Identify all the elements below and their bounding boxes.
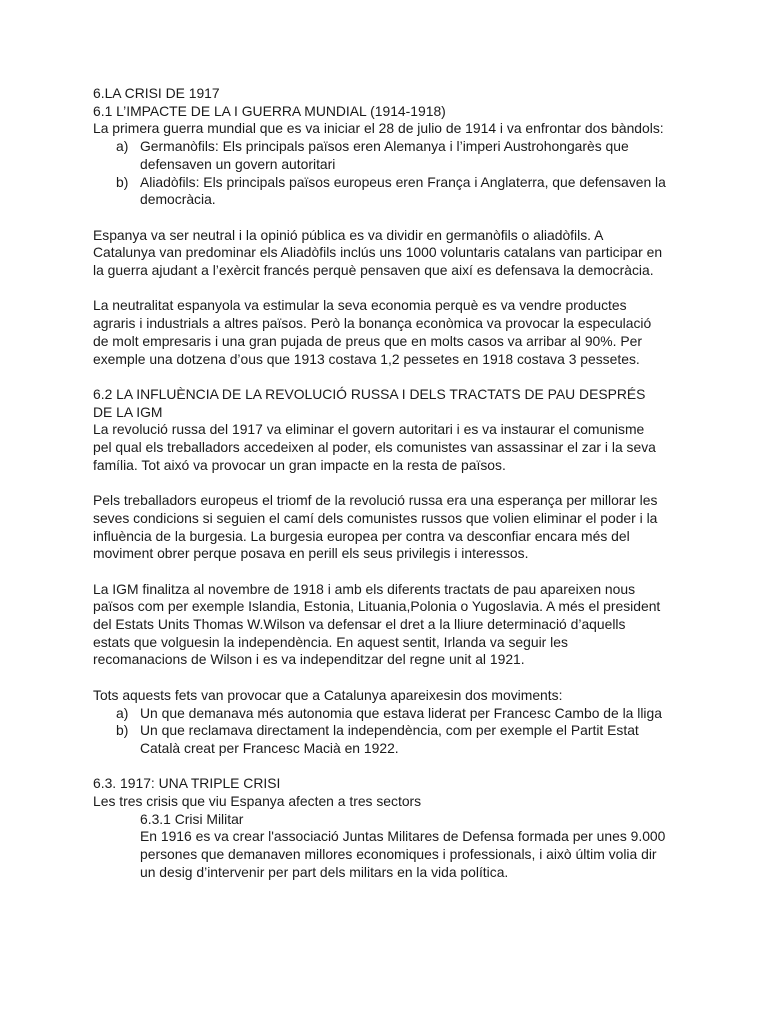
text-line: la guerra ajudant a l’exèrcit francés perquè pensaven que així es defensava la democràcia. — [93, 262, 654, 279]
list-item — [93, 138, 693, 173]
text-line: La IGM finalitza al novembre de 1918 i amb els diferents tractats de pau apareixen nous — [93, 580, 636, 597]
list-item-line: defensaven un govern autoritari — [140, 155, 336, 172]
paragraph-gap — [93, 758, 693, 776]
text-line: La revolució russa del 1917 va eliminar el govern autoritari i es va instaurar el comunisme — [93, 421, 645, 438]
list-item — [93, 705, 693, 723]
text-line: països com per exemple Islandia, Estonia, Lituania,Polonia o Yugoslavia. A més el president — [93, 598, 661, 615]
list-item-line: Català creat per Francesc Macià en 1922. — [140, 739, 399, 756]
section-heading-6-2: 6.2 LA INFLUÈNCIA DE LA REVOLUCIÓ RUSSA I DELS TRACTATS DE PAU DESPRÉS — [93, 385, 646, 402]
paragraph-gap — [93, 669, 693, 687]
text-line: persones que demanaven millores economiques i professionals, i això últim volia dir — [140, 846, 657, 863]
text-line: recomanacions de Wilson i es va independitzar del regne unit al 1921. — [93, 651, 525, 668]
section-6-1-paragraph-3 — [93, 297, 693, 368]
paragraph-gap — [93, 280, 693, 298]
list-item — [93, 722, 693, 757]
text-line: Pels treballadors europeus el triomf de la revolució russa era una esperança per millorar les — [93, 492, 658, 509]
text-line: família. Tot aixó va provocar un gran impacte en la resta de països. — [93, 456, 506, 473]
list-marker: b) — [116, 173, 129, 190]
paragraph-gap — [93, 563, 693, 581]
list-marker: b) — [116, 722, 129, 739]
list-marker: a) — [116, 138, 129, 155]
list-item-line: Aliadòfils: Els principals països europeus eren França i Anglaterra, que defensaven la — [140, 173, 666, 190]
paragraph-gap — [93, 209, 693, 227]
text-line: seves condicions si seguien el camí dels comunistes russos que volien eliminar el poder i la — [93, 509, 658, 526]
section-6-2-paragraph-4-intro: Tots aquests fets van provocar que a Catalunya apareixesin dos moviments: — [93, 686, 563, 703]
text-line: agraris i industrials a altres països. Però la bonança econòmica va provocar la especulació — [93, 315, 652, 332]
section-heading-6-1: 6.1 L’IMPACTE DE LA I GUERRA MUNDIAL (1914-1918) — [93, 102, 446, 119]
text-line: exemple una dotzena d’ous que 1913 costava 1,2 pessetes en 1918 costava 3 pessetes. — [93, 350, 640, 367]
text-line: del Estats Units Thomas W.Wilson va defensar el dret a la lliure determinació d’aquells — [93, 616, 626, 633]
text-line: pel qual els treballadors accedeixen al poder, els comunistes van assassinar el zar i la seva — [93, 439, 656, 456]
text-line: Catalunya van predominar els Aliadòfils inclús uns 1000 voluntaris catalans van participar en — [93, 244, 663, 261]
list-item-line: Germanòfils: Els principals països eren Alemanya i l’imperi Austrohongarès que — [140, 138, 629, 155]
text-line: moviment obrer perque posava en perill els seus privilegis i interessos. — [93, 545, 529, 562]
text-line: un desig d’intervenir per part dels militars en la vida política. — [140, 863, 509, 880]
section-6-1-paragraph-2 — [93, 227, 693, 280]
list-marker: a) — [116, 704, 129, 721]
paragraph-gap — [93, 368, 693, 386]
text-line: La neutralitat espanyola va estimular la seva economia perquè es va vendre productes — [93, 297, 627, 314]
section-6-1-intro: La primera guerra mundial que es va iniciar el 28 de julio de 1914 i va enfrontar dos bàndols: — [93, 120, 664, 137]
section-6-3-intro: Les tres crisis que viu Espanya afecten a tres sectors — [93, 793, 422, 810]
list-item-line: democràcia. — [140, 191, 216, 208]
paragraph-gap — [93, 474, 693, 492]
document-content — [93, 85, 693, 882]
text-line: influència de la burgesia. La burgesia europea per contra va desconfiar encara més del — [93, 527, 630, 544]
section-heading-6-2-continued: DE LA IGM — [93, 403, 163, 420]
section-6-2-paragraph-3 — [93, 581, 693, 670]
text-line: Espanya va ser neutral i la opinió pública es va dividir en germanòfils o aliadòfils. A — [93, 226, 604, 243]
section-heading-6-3: 6.3. 1917: UNA TRIPLE CRISI — [93, 775, 281, 792]
subsection-6-3-1 — [93, 811, 693, 882]
section-6-2-list — [93, 705, 693, 758]
list-item-line: Un que reclamava directament la independència, com per exemple el Partit Estat — [140, 722, 639, 739]
text-line: En 1916 es va crear l'associació Juntas Militares de Defensa formada per unes 9.000 — [140, 828, 666, 845]
text-line: estats que volguesin la independència. En aquest sentit, Irlanda va seguir les — [93, 633, 568, 650]
subsection-heading-6-3-1: 6.3.1 Crisi Militar — [140, 810, 244, 827]
section-6-2-paragraph-1 — [93, 421, 693, 474]
section-6-1-list — [93, 138, 693, 209]
list-item-line: Un que demanava més autonomia que estava liderat per Francesc Cambo de la lliga — [140, 704, 662, 721]
list-item — [93, 174, 693, 209]
section-6-2-paragraph-2 — [93, 492, 693, 563]
text-line: de molt empresaris i una gran pujada de preus que en molts casos va arribar al 90%. Per — [93, 332, 642, 349]
main-heading: 6.LA CRISI DE 1917 — [93, 85, 220, 101]
